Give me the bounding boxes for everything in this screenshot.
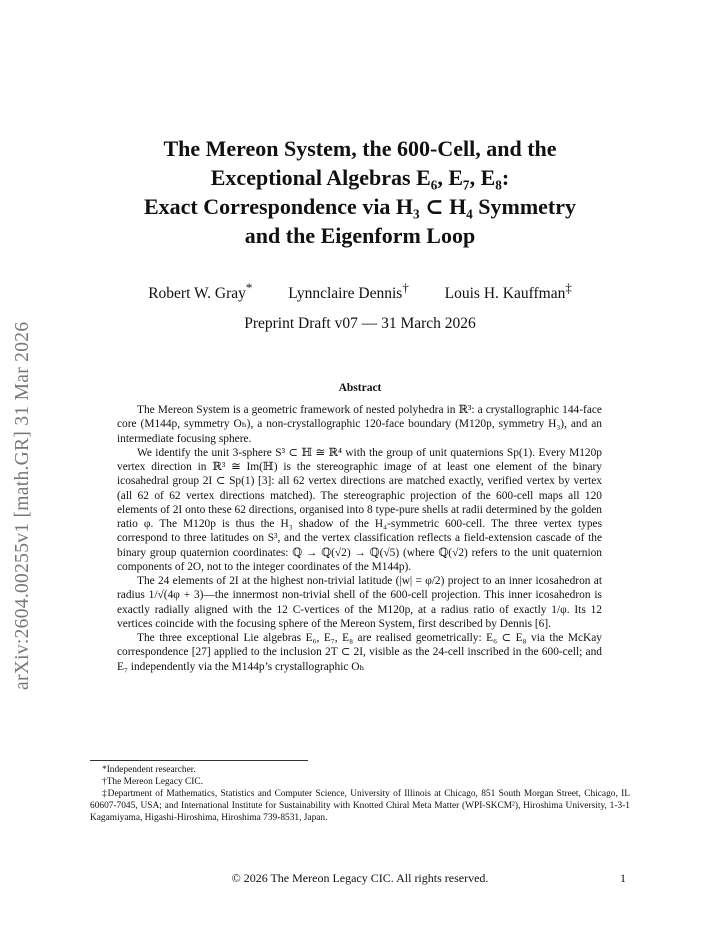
author: Robert W. Gray* <box>148 280 253 303</box>
preprint-date: Preprint Draft v07 — 31 March 2026 <box>244 315 476 332</box>
title-line: The Mereon System, the 600-Cell, and the <box>163 136 557 161</box>
abstract-heading: Abstract <box>338 382 382 394</box>
title-line: Exceptional Algebras E₆, E₇, E₈: <box>210 165 510 190</box>
footnote-mark: ‡ <box>565 280 572 295</box>
copyright-footer: © 2026 The Mereon Legacy CIC. All rights reserved. <box>231 871 489 885</box>
footnotes <box>90 764 630 824</box>
author: Louis H. Kauffman‡ <box>444 280 572 303</box>
paper-title <box>90 134 630 250</box>
footnote: *Independent researcher. <box>102 765 196 775</box>
author-list <box>90 280 630 303</box>
title-line: and the Eigenform Loop <box>244 223 476 248</box>
footnote-mark: † <box>402 280 409 295</box>
abstract-paragraph: We identify the unit 3-sphere S³ ⊂ ℍ ≅ ℝ⁴ with the group of unit quaternions Sp(1). Every M120p vertex direction in ℝ³ ≅ Im(ℍ) is the stereographic image of at least one element of the binary icosahedral group 2I ⊂ Sp(1) [3]: all 62 vertex directions are matched exactly, verified vertex by vertex (all 62 of 62 vertex directions matched). The stereographic projection of the 600-cell maps all 120 elements of 2I onto these 62 directions, organised into 8 type-pure shells at radii determined by the golden ratio φ. The M120p is thus the H₃ shadow of the H₄-symmetric 600-cell. The three vertex types correspond to three latitudes on S³, and the vertex classification reflects a field-extension cascade of the binary group quaternion coordinates: ℚ → ℚ(√2) → ℚ(√5) (where ℚ(√2) refers to the unit quaternion components of 2O, not to the integer coordinates of the M144p). <box>117 446 602 573</box>
title-line: Exact Correspondence via H₃ ⊂ H₄ Symmetry <box>143 194 577 219</box>
page-number: 1 <box>620 871 626 885</box>
footnote-mark: * <box>245 280 253 295</box>
footnote-divider <box>90 760 308 761</box>
abstract-paragraph: The 24 elements of 2I at the highest non-trivial latitude (|w| = φ/2) project to an inner icosahedron at radius 1/√(4φ + 3)—the innermost non-trivial shell of the 600-cell projection. This inner icosahedron is exactly radially aligned with the 12 C-vertices of the M120p, at a radius ratio of exactly 1/φ. Its 12 vertices coincide with the focusing sphere of the Mereon System, first described by Dennis [6]. <box>117 575 602 630</box>
footnote: ‡Department of Mathematics, Statistics and Computer Science, University of Illinois at Chicago, 851 South Morgan Street, Chicago, IL 60607-7045, USA; and International Institute for Sustainability with Knotted Chiral Meta Matter (WPI-SKCM²), Hiroshima University, 1-3-1 Kagamiyama, Higashi-Hiroshima, Hiroshima 739-8531, Japan. <box>90 789 630 823</box>
arxiv-identifier-stamp: arXiv:2604.00255v1 [math.GR] 31 Mar 2026 <box>12 321 33 690</box>
abstract-paragraph: The Mereon System is a geometric framework of nested polyhedra in ℝ³: a crystallographic 144-face core (M144p, symmetry Oₕ), a non-crystallographic 120-face boundary (M120p, symmetry H₃), and an intermediate focusing sphere. <box>117 404 602 445</box>
author: Lynnclaire Dennis† <box>288 280 409 303</box>
abstract-paragraph: The three exceptional Lie algebras E₆, E₇, E₈ are realised geometrically: E₆ ⊂ E₈ via the McKay correspondence [27] applied to the inclusion 2T ⊂ 2I, visible as the 24-cell inscribed in the 600-cell; and E₇ independently via the M144p’s crystallographic Oₕ <box>117 632 602 673</box>
abstract-body <box>117 403 602 674</box>
footnote: †The Mereon Legacy CIC. <box>102 777 204 787</box>
